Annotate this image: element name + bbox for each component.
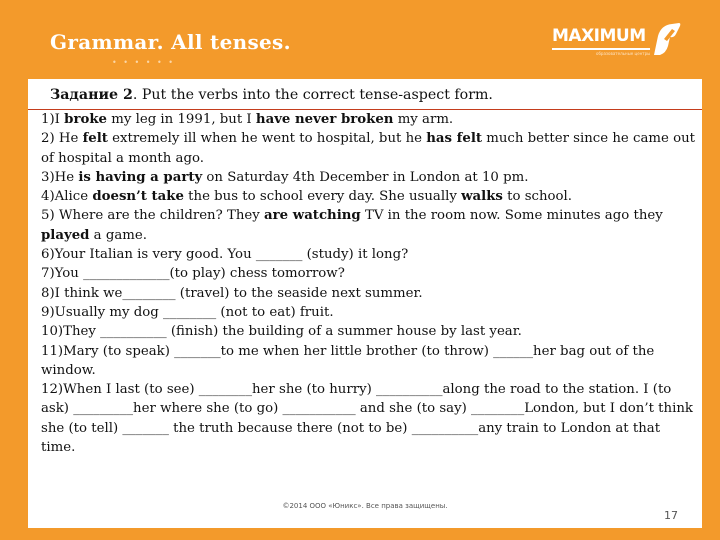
exercise-text: a game.	[89, 227, 147, 243]
answer-text: doesn’t take	[92, 189, 184, 205]
exercise-item	[41, 245, 696, 264]
exercise-text: 8)I think we________ (travel) to the seaside next summer.	[41, 285, 423, 301]
exercise-text: 2) He	[41, 131, 83, 147]
answer-text: played	[41, 227, 90, 243]
slide-title: Grammar. All tenses.	[50, 30, 291, 54]
exercise-text: my arm.	[393, 112, 454, 127]
exercise-item	[41, 264, 696, 283]
answer-text: have never broken	[255, 112, 394, 127]
exercise-item	[41, 168, 696, 187]
exercise-item	[41, 342, 696, 381]
exercise-item	[41, 322, 696, 341]
exercise-text: 4)Alice	[41, 189, 93, 205]
exercise-item	[41, 187, 696, 206]
exercise-item	[41, 206, 696, 245]
title-dots: • • • • • •	[112, 58, 176, 67]
exercise-item	[41, 129, 696, 168]
task-heading	[50, 87, 493, 103]
exercise-text: 11)Mary (to speak) _______to me when her little brother (to throw) ______her bag out of the window.	[41, 343, 655, 378]
exercise-text: much better since he came out of hospital a month ago.	[41, 131, 696, 166]
answer-text: broke	[64, 112, 107, 127]
copyright-footer: ©2014 ООО «Юникс». Все права защищены.	[282, 502, 448, 510]
exercise-text: 3)He	[41, 169, 79, 185]
exercise-item	[41, 284, 696, 303]
logo-tagline: образовательные центры	[596, 51, 651, 56]
exercise-text: my leg in 1991, but I	[107, 112, 256, 127]
logo-text: MAXIMUM	[552, 26, 646, 46]
exercise-text: to school.	[502, 189, 573, 205]
exercise-text: 9)Usually my dog ________ (not to eat) fruit.	[41, 304, 334, 320]
exercise-text: 10)They __________ (finish) the building of a summer house by last year.	[41, 324, 522, 340]
exercise-text: 12)When I last (to see) ________her she (to hurry) __________along the road to the station. I (to ask) _________her where she (to go) ___________ and she (to say) ________London, but I don’t think she (to tell) _______ the truth because there (not to be) __________any train to London at that time.	[41, 382, 693, 456]
exercise-text: on Saturday 4th December in London at 10 pm.	[202, 169, 529, 185]
content-panel	[28, 79, 702, 528]
exercise-item	[41, 110, 696, 129]
logo-underline	[552, 48, 650, 50]
answer-text: felt	[82, 131, 108, 147]
exercise-item	[41, 380, 696, 457]
exercise-list	[41, 110, 696, 457]
logo-mark-icon	[652, 22, 682, 56]
exercise-text: extremely ill when he went to hospital, but he	[107, 131, 427, 147]
answer-text: walks	[461, 189, 503, 205]
exercise-text: 6)Your Italian is very good. You _______ (study) it long?	[41, 247, 409, 263]
task-instruction: . Put the verbs into the correct tense-aspect form.	[132, 87, 493, 103]
exercise-text: the bus to school every day. She usually	[183, 189, 462, 205]
answer-text: are watching	[264, 208, 361, 224]
exercise-text: 5) Where are the children? They	[41, 208, 265, 224]
exercise-text: 1)I	[41, 112, 65, 127]
exercise-text: 7)You _____________(to play) chess tomorrow?	[41, 266, 345, 282]
exercise-item	[41, 303, 696, 322]
exercise-text: TV in the room now. Some minutes ago they	[360, 208, 663, 224]
answer-text: is having a party	[78, 169, 203, 185]
task-label: Задание 2	[50, 87, 133, 103]
maximum-logo	[552, 22, 682, 62]
page-number: 17	[664, 509, 678, 522]
answer-text: has felt	[426, 131, 483, 147]
